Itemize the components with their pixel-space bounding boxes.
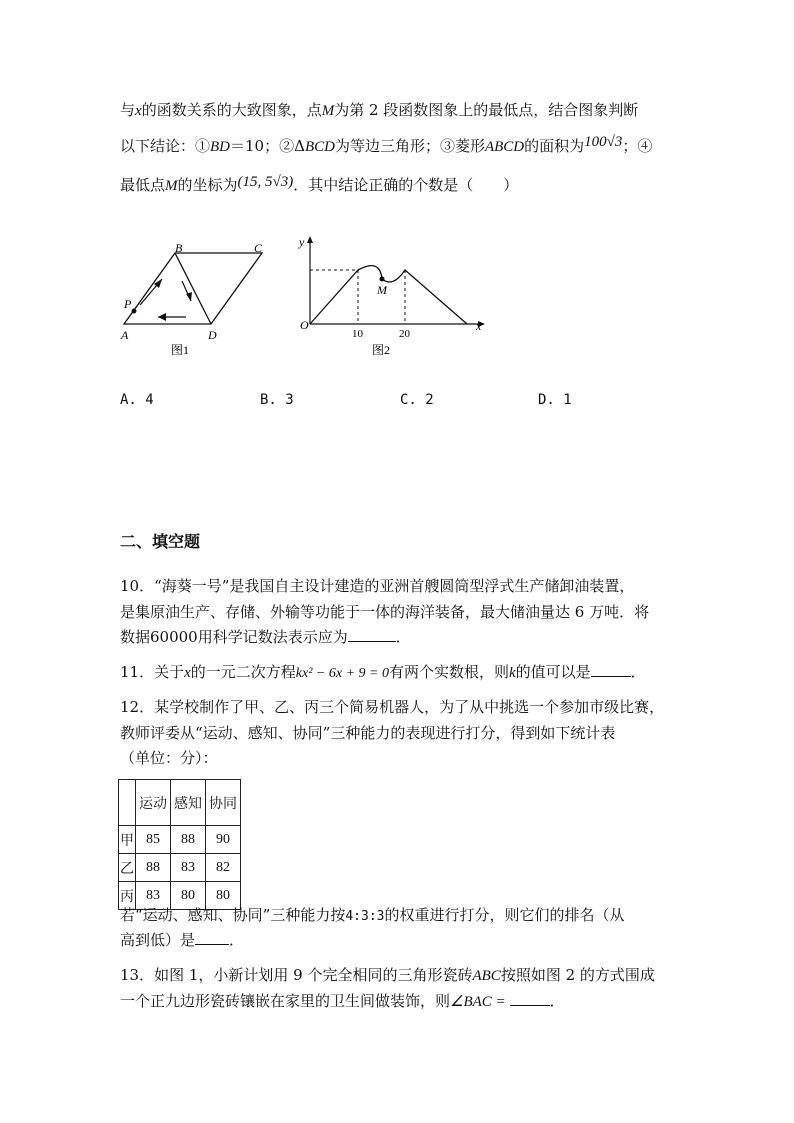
- header-perception: 感知: [171, 780, 206, 826]
- q10-line2: 是集原油生产、存储、外输等功能于一体的海洋装备，最大储油量达 6 万吨．将: [120, 603, 650, 621]
- tick-20: 20: [399, 328, 410, 340]
- option-d[interactable]: D. 1: [538, 392, 572, 408]
- area-expression: 100√3: [584, 134, 623, 150]
- answer-blank-q11[interactable]: [591, 664, 631, 677]
- var-m: M: [321, 103, 335, 119]
- point-p: [132, 309, 137, 314]
- label-b: B: [175, 241, 183, 255]
- q10-line1: 10．“海葵一号”是我国自主设计建造的亚洲首艘圆筒型浮式生产储卸油装置，: [120, 577, 635, 595]
- label-m: M: [377, 283, 387, 297]
- q12-line2: 教师评委从“运动、感知、协同”三种能力的表现进行打分，得到如下统计表: [120, 724, 616, 742]
- q9-line1: 与x的函数关系的大致图象，点M为第 2 段函数图象上的最低点，结合图象判断: [120, 101, 639, 119]
- point-m: [380, 277, 385, 282]
- function-curve: [310, 266, 467, 324]
- answer-blank-q12[interactable]: [195, 932, 229, 945]
- tick-10: 10: [352, 328, 363, 340]
- q12-after-line1: 若“运动、感知、协同”三种能力按4:3:3的权重进行打分，则它们的排名（从: [120, 906, 625, 924]
- table-header-row: [119, 780, 241, 826]
- header-coordination: 协同: [206, 780, 241, 826]
- section-title: 二、填空题: [120, 532, 201, 551]
- label-a: A: [121, 328, 129, 342]
- arrowhead-da: [158, 313, 166, 321]
- option-b[interactable]: B. 3: [260, 392, 294, 408]
- answer-blank-q10[interactable]: [348, 629, 396, 642]
- label-d: D: [208, 328, 217, 342]
- table-row: 丙 83 80 80: [119, 882, 241, 910]
- equation: kx² − 6x + 9 = 0: [295, 666, 389, 681]
- answer-blank-q13[interactable]: [510, 993, 550, 1006]
- option-c[interactable]: C. 2: [400, 392, 434, 408]
- q9-line3: 最低点M的坐标为(15, 5√3)．其中结论正确的个数是（ ）: [120, 174, 519, 194]
- table-row: 甲 85 88 90: [119, 826, 241, 854]
- table-row: 乙 88 83 82: [119, 854, 241, 882]
- q12-line1: 12．某学校制作了甲、乙、丙三个简易机器人，为了从中挑选一个参加市级比赛，: [120, 698, 665, 716]
- header-motion: 运动: [136, 780, 171, 826]
- var-x: x: [135, 103, 142, 119]
- q12-line3: （单位：分）：: [120, 749, 218, 767]
- q13-line1: 13．如图 1，小新计划用 9 个完全相同的三角形瓷砖ABC按照如图 2 的方式围成: [120, 966, 655, 984]
- q10-line3: 数据60000用科学记数法表示应为 ．: [120, 628, 411, 646]
- figure-1-rhombus: [110, 235, 280, 360]
- label-p: P: [124, 297, 132, 311]
- angle-expression: ∠BAC =: [450, 994, 506, 1010]
- q9-line2: 以下结论：①BD＝10；②ΔBCD为等边三角形；③菱形ABCD的面积为100√3；④: [120, 134, 653, 155]
- q11-line: 11．关于x的一元二次方程kx² − 6x + 9 = 0有两个实数根，则k的值可以是 ．: [120, 663, 646, 681]
- q13-line2: 一个正九边形瓷砖镶嵌在家里的卫生间做装饰，则∠BAC = ．: [120, 992, 565, 1010]
- figure-1-caption: 图1: [171, 343, 190, 357]
- figure-2-caption: 图2: [372, 343, 391, 357]
- figure-2-graph: [295, 232, 495, 360]
- y-axis-arrow: [307, 236, 313, 243]
- label-c: C: [254, 241, 263, 255]
- q12-after-line2: 高到低）是 ．: [120, 931, 245, 949]
- coord-expression: (15, 5√3): [237, 174, 294, 190]
- score-table: [118, 779, 241, 910]
- label-y: y: [299, 235, 305, 249]
- label-o: O: [300, 318, 309, 332]
- weight-ratio: 4:3:3: [345, 909, 385, 924]
- label-x: x: [476, 319, 482, 333]
- diagonal-bd: [175, 253, 211, 324]
- option-a[interactable]: A. 4: [120, 392, 154, 408]
